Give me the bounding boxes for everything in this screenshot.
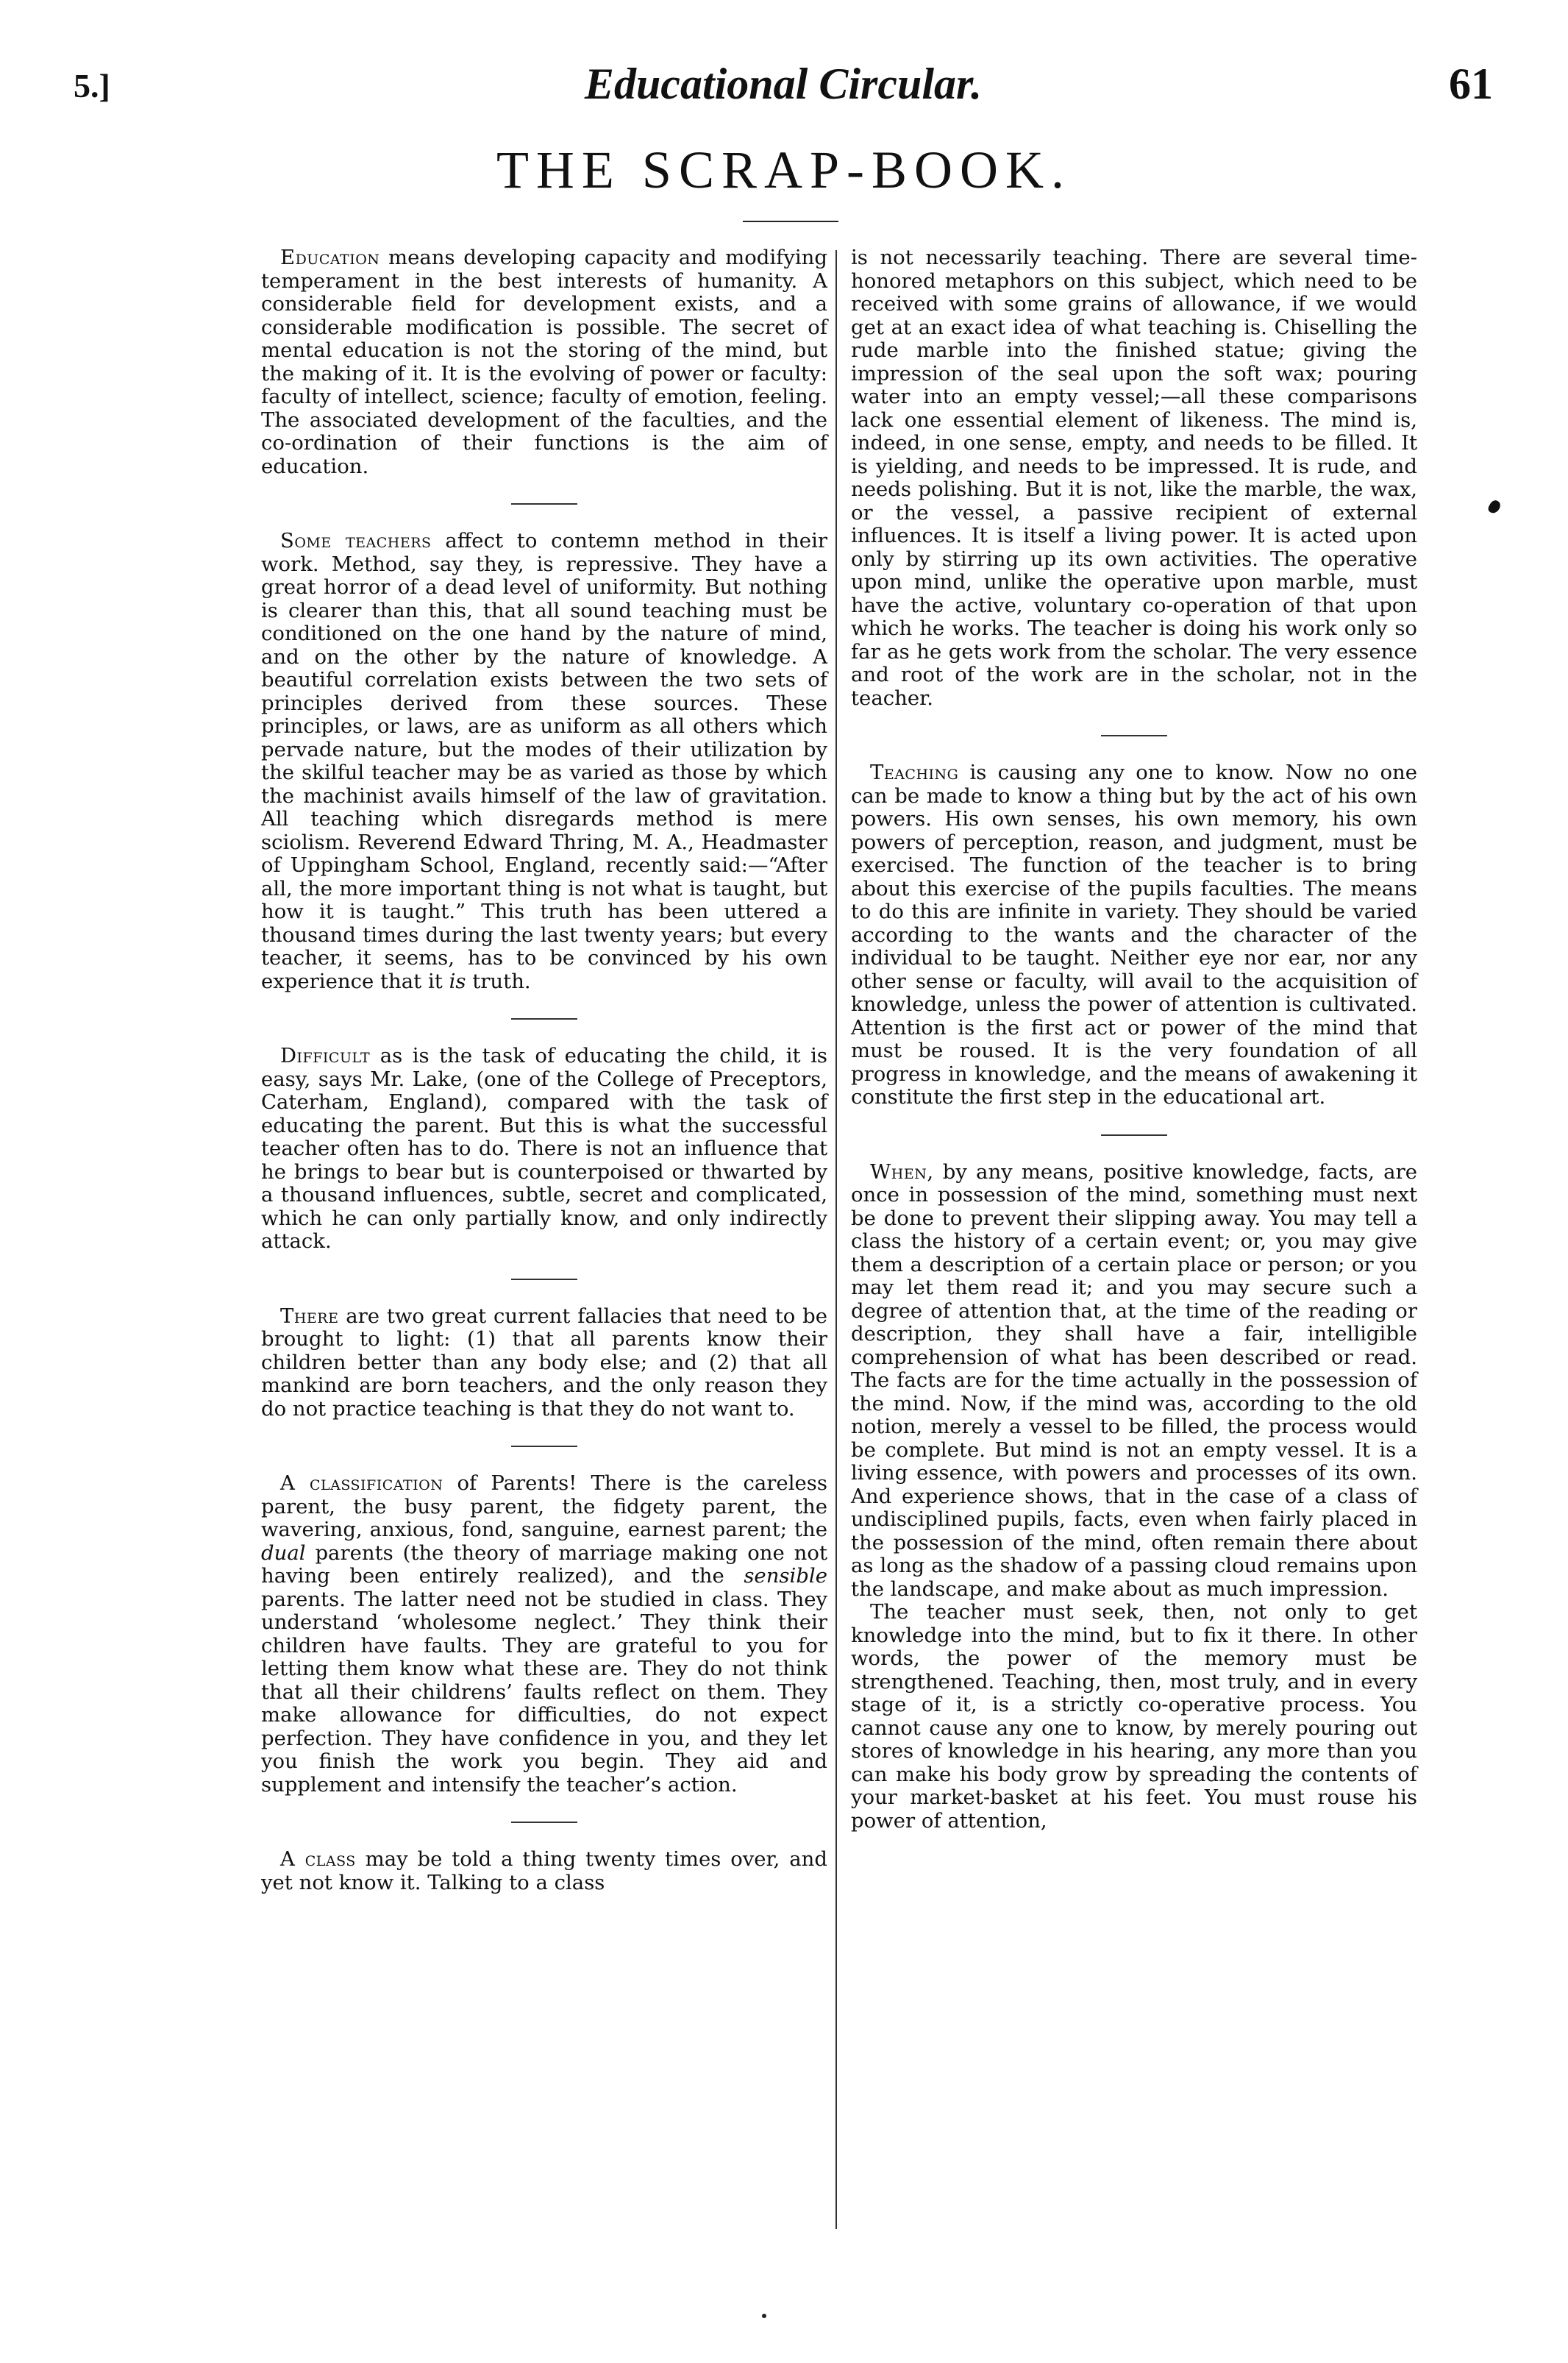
- page-number: 61: [1449, 60, 1493, 108]
- paragraph-text: as is the task of educating the child, it is easy, says Mr. Lake, (one of the College of Preceptors, Caterham, England), compared with the task of educating the parent. But this is what the successful teacher often has to do. There is not an influence that he brings to bear but is counterpoised or thwarted by a thousand influences, subtle, secret and complicated, which he can only partially know, and only indirectly attack.: [261, 1044, 827, 1253]
- paragraph-when: [851, 1161, 1417, 1602]
- paragraph-text: parents (the theory of marriage making one not having been entirely realized), and the: [261, 1541, 827, 1588]
- title-rule: [743, 221, 838, 222]
- paragraph-continued: [851, 246, 1417, 710]
- right-column: [851, 246, 1417, 1833]
- lead-word: Education: [280, 246, 380, 269]
- paragraph-fallacies: [261, 1305, 827, 1421]
- paragraph-teacher-must: [851, 1601, 1417, 1833]
- paragraph-text: is causing any one to know. Now no one can be made to know a thing but by the act of his own powers. His own senses, his own memory, his own powers of perception, reason, and judgment, must be exercised. The function of the teacher is to bring about this exercise of the pupils faculties. The means to do this are infinite in variety. They should be varied according to the wants and the character of the individual to be taught. Neither eye nor ear, nor any other sense or faculty, will avail to the acquisition of knowledge, unless the power of attention is cultivated. Attention is the first act or power of the mind that must be roused. It is the very foundation of all progress in knowledge, and the means of awakening it constitute the first step in the educational art.: [851, 761, 1418, 1109]
- column-divider: [835, 250, 837, 2229]
- paragraph-text: The teacher must seek, then, not only to get knowledge into the mind, but to fix it there. In other words, the power of the memory must be strengthened. Teaching, then, most truly, and in every stage of it, is a strictly co-operative process. You cannot cause any one to know, by merely pouring out stores of knowledge in his hearing, any more than you can make his body grow by spreading the contents of your market-basket at his feet. You must rouse his power of attention,: [851, 1600, 1417, 1833]
- section-title: THE SCRAP-BOOK.: [496, 141, 1072, 199]
- separator-rule: [1101, 735, 1167, 736]
- paragraph-method: [261, 530, 827, 993]
- journal-title: Educational Circular.: [584, 60, 983, 108]
- paragraph-text: of Parents! There is the careless parent, the busy parent, the fidgety parent, the wavering, anxious, fond, sanguine, earnest parent; the: [261, 1471, 827, 1541]
- paragraph-difficult: [261, 1045, 827, 1254]
- ink-blot-mark: [1486, 499, 1502, 516]
- lead-word: There: [280, 1304, 339, 1328]
- emphasis: dual: [261, 1541, 306, 1565]
- separator-rule: [511, 1018, 577, 1020]
- ink-dot-mark: [762, 2314, 766, 2318]
- left-column: [261, 246, 827, 1894]
- paragraph-text-end: truth.: [472, 969, 531, 993]
- paragraph-text: is not necessarily teaching. There are several time-honored metaphors on this subject, which need to be received with some grains of allowance, if we would get at an exact idea of what teaching is. Chiselling the rude marble into the finished statue; giving the impression of the seal upon the soft wax; pouring water into an empty vessel;—all these comparisons lack one essential element of likeness. The mind is, indeed, in one sense, empty, and needs to be filled. It is yielding, and needs to be impressed. It is rude, and needs polishing. But it is not, like the marble, the wax, or the vessel, a passive recipient of external influences. It is itself a living power. It is acted upon only by stirring up its own activities. The operative upon mind, unlike the operative upon marble, must have the active, voluntary co-operation of that upon which he works. The teacher is doing his work only so far as he gets work from the scholar. The very essence and root of the work are in the scholar, not in the teacher.: [851, 246, 1417, 710]
- separator-rule: [511, 1822, 577, 1823]
- paragraph-text: affect to contemn method in their work. Method, say they, is repressive. They have a great horror of a dead level of uniformity. But nothing is clearer than this, that all sound teaching must be conditioned on the one hand by the nature of mind, and on the other by the nature of knowledge. A beautiful correlation exists between the two sets of principles derived from these sources. These principles, or laws, are as uniform as all others which pervade nature, but the modes of their utilization by the skilful teacher may be as varied as those by which the machinist avails himself of the law of gravitation. All teaching which disregards method is mere sciolism. Reverend Edward Thring, M. A., Headmaster of Uppingham School, England, recently said:—“After all, the more important thing is not what is taught, but how it is taught.” This truth has been uttered a thousand times during the last twenty years; but every teacher, it seems, has to be convinced by his own experience that it: [261, 529, 828, 993]
- paragraph-text: by any means, positive knowledge, facts, are once in possession of the mind, something must next be done to prevent their slipping away. You may tell a class the history of a certain event; or, you may give them a description of a certain place or person; or you may let them read it; and you may secure such a degree of attention that, at the time of the reading or description, they shall have a fair, intelligible comprehension of what has been described or read. The facts are for the time actually in the possession of the mind. Now, if the mind was, according to the old notion, merely a vessel to be filled, the process would be complete. But mind is not an empty vessel. It is a living essence, with powers and processes of its own. And experience shows, that in the case of a class of undisciplined pupils, facts, even when fairly placed in the possession of the mind, often remain there about as long as the shadow of a passing cloud remains upon the landscape, and make about as much impression.: [851, 1159, 1417, 1601]
- lead-word: Some teachers: [280, 529, 432, 552]
- lead-word: A class: [280, 1847, 356, 1871]
- emphasis: sensible: [744, 1564, 827, 1588]
- paragraph-teaching: [851, 761, 1417, 1109]
- emphasis: is: [449, 969, 466, 993]
- lead-word: Difficult: [280, 1044, 371, 1067]
- paragraph-text: are two great current fallacies that need to be brought to light: (1) that all parents know their children better than any body else; and (2) that all mankind are born teachers, and the only reason they do not practice teaching is that they do not want to.: [261, 1304, 827, 1421]
- paragraph-text: means developing capacity and modifying temperament in the best interests of humanity. A considerable field for development exists, and a considerable modification is possible. The secret of mental education is not the storing of the mind, but the making of it. It is the evolving of power or faculty: faculty of intellect, science; faculty of emotion, feeling. The associated development of the faculties, and the co-ordination of their functions is the aim of education.: [261, 246, 827, 478]
- separator-rule: [511, 1279, 577, 1280]
- paragraph-text: may be told a thing twenty times over, and yet not know it. Talking to a class: [261, 1847, 827, 1894]
- lead-word: A classification: [280, 1471, 443, 1495]
- paragraph-text: parents. The latter need not be studied in class. They understand ‘wholesome neglect.’ They think their children have faults. They are grateful to you for letting them know what these are. They do not think that all their childrens’ faults reflect on them. They make allowance for difficulties, do not expect perfection. They have confidence in you, and they let you finish the work you begin. They aid and supplement and intensify the teacher’s action.: [261, 1587, 827, 1797]
- paragraph-class: [261, 1848, 827, 1894]
- separator-rule: [1101, 1134, 1167, 1136]
- header-section-number: 5.]: [74, 67, 110, 104]
- lead-word: Teaching: [870, 761, 959, 784]
- running-header: [74, 59, 1493, 125]
- paragraph-classification: [261, 1472, 827, 1797]
- separator-rule: [511, 503, 577, 505]
- separator-rule: [511, 1446, 577, 1447]
- lead-word: When,: [870, 1159, 934, 1184]
- paragraph-education: [261, 246, 827, 478]
